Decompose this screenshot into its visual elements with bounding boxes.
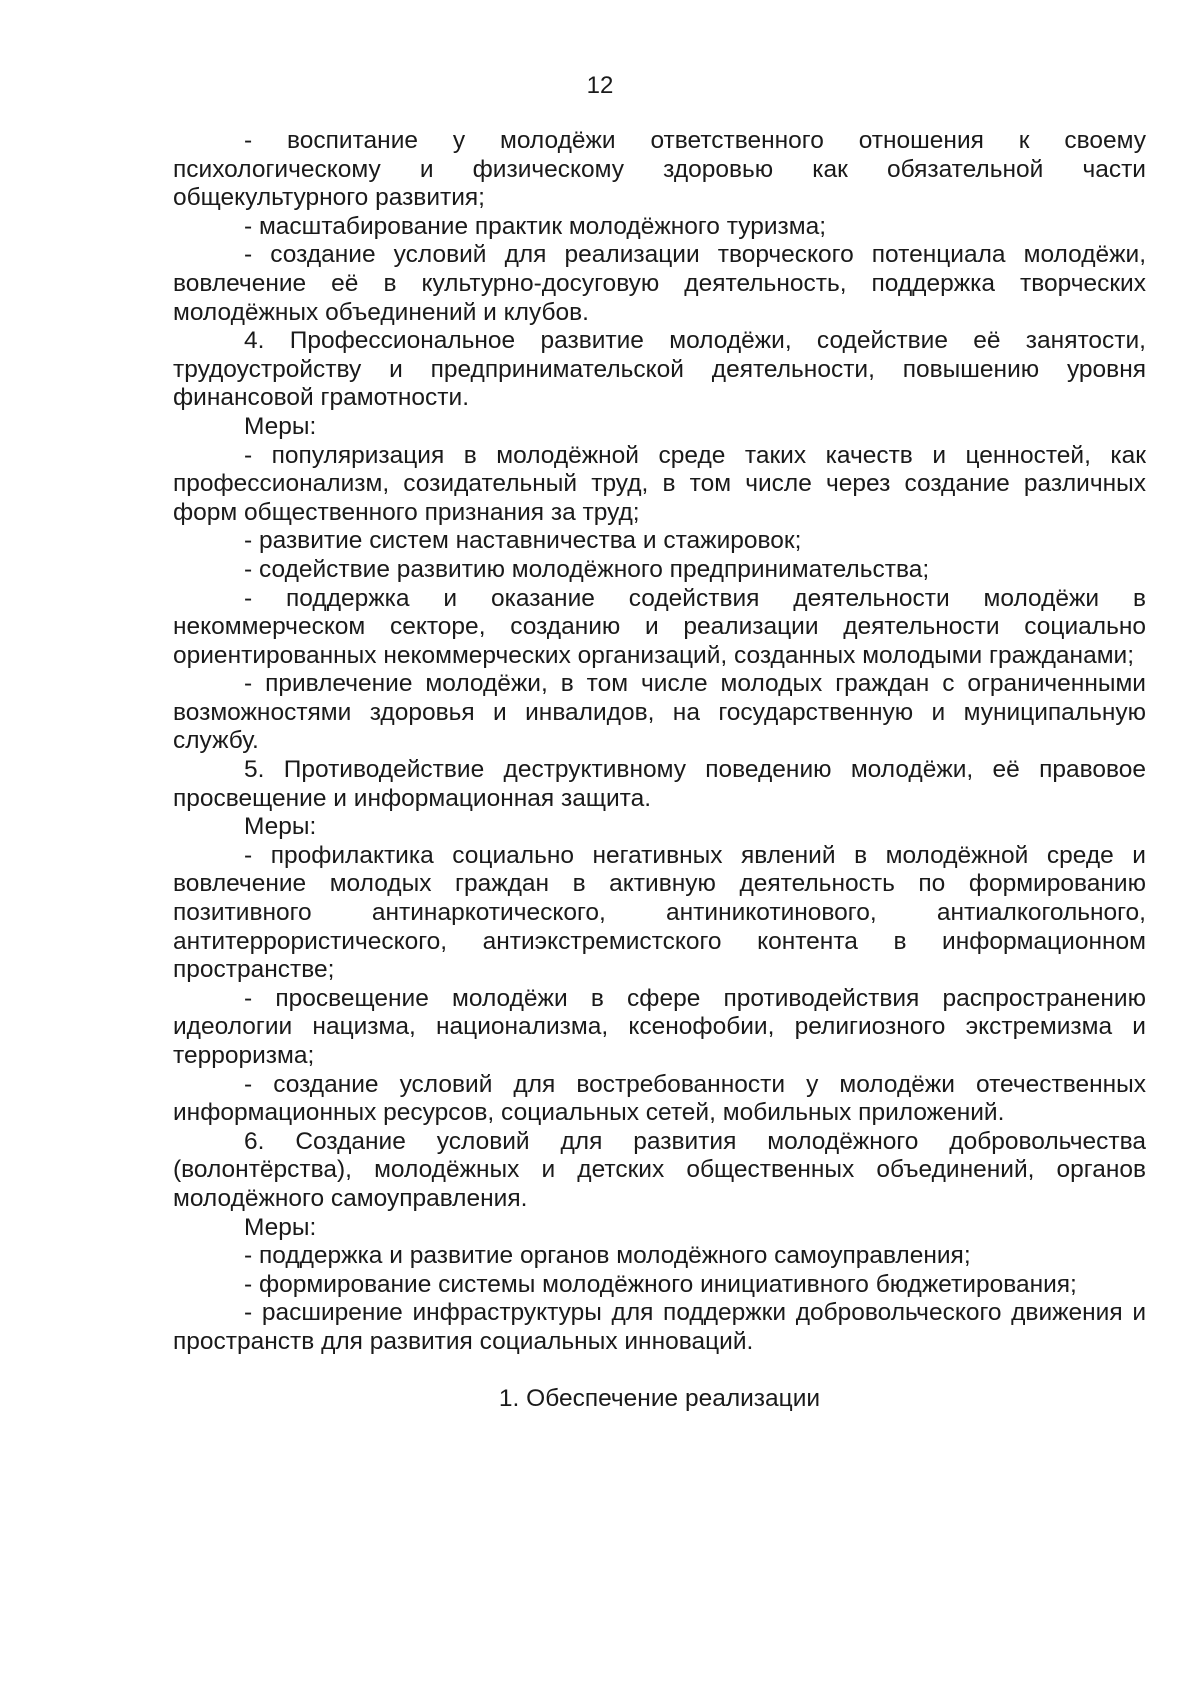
paragraph: 6. Создание условий для развития молодёжного добровольчества (волонтёрства), молодёжных и детских общественных объединений, органов молодёжного самоуправления. [173,1127,1146,1212]
document-body [173,127,1146,1413]
paragraph: Меры: [244,1213,317,1241]
paragraph: - популяризация в молодёжной среде таких качеств и ценностей, как профессионализм, созидательный труд, в том числе через создание различных форм общественного признания за труд; [173,441,1146,526]
paragraph: Меры: [244,813,317,841]
paragraph: 5. Противодействие деструктивному поведению молодёжи, её правовое просвещение и информационная защита. [173,756,1146,812]
paragraph: - воспитание у молодёжи ответственного отношения к своему психологическому и физическому здоровью как обязательной части общекультурного развития; [173,127,1146,212]
paragraph: - поддержка и оказание содействия деятельности молодёжи в некоммерческом секторе, созданию и реализации деятельности социально ориентированных некоммерческих организаций, созданных молодыми гражданами; [173,584,1146,669]
paragraph: - профилактика социально негативных явлений в молодёжной среде и вовлечение молодых граждан в активную деятельность по формированию позитивного антинаркотического, антиникотинового, антиалкогольного, антитеррористического, антиэкстремистского контента в информационном пространстве; [173,841,1146,984]
paragraph: - формирование системы молодёжного инициативного бюджетирования; [244,1270,1077,1298]
paragraph: - привлечение молодёжи, в том числе молодых граждан с ограниченными возможностями здоровья и инвалидов, на государственную и муниципальную службу. [173,670,1146,755]
paragraph: - расширение инфраструктуры для поддержки добровольческого движения и пространств для развития социальных инноваций. [173,1299,1146,1355]
paragraph: - поддержка и развитие органов молодёжного самоуправления; [244,1242,971,1270]
paragraph: - создание условий для востребованности у молодёжи отечественных информационных ресурсов, социальных сетей, мобильных приложений. [173,1070,1146,1127]
paragraph: - создание условий для реализации творческого потенциала молодёжи, вовлечение её в культурно-досуговую деятельность, поддержка творческих молодёжных объединений и клубов. [173,241,1146,326]
paragraph: Меры: [244,412,317,440]
paragraph: - просвещение молодёжи в сфере противодействия распространению идеологии нацизма, национализма, ксенофобии, религиозного экстремизма и терроризма; [173,984,1146,1069]
paragraph: - содействие развитию молодёжного предпринимательства; [244,555,930,583]
page-number: 12 [586,72,614,99]
section-heading: 1. Обеспечение реализации [498,1384,821,1412]
paragraph: 4. Профессиональное развитие молодёжи, содействие её занятости, трудоустройству и предпринимательской деятельности, повышению уровня финансовой грамотности. [173,327,1146,412]
paragraph: - масштабирование практик молодёжного туризма; [244,212,827,240]
paragraph: - развитие систем наставничества и стажировок; [244,527,802,555]
